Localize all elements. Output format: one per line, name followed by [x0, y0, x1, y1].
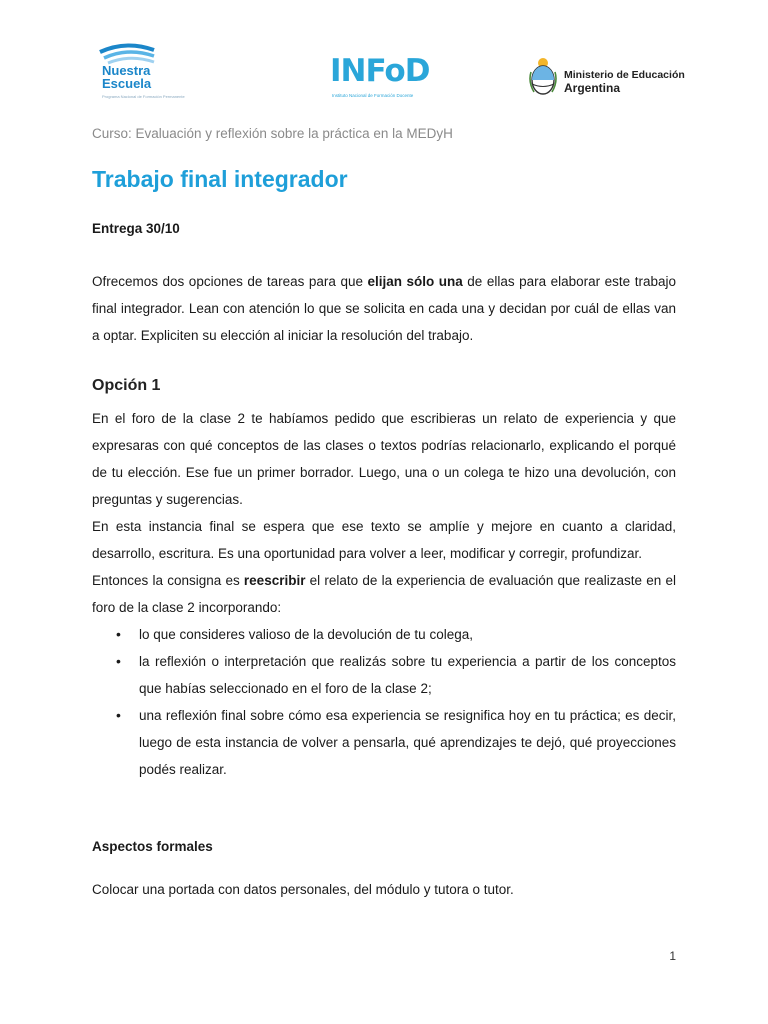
infod-wordmark: INFoD: [330, 53, 430, 89]
page-title: Trabajo final integrador: [92, 166, 348, 192]
intro-text-bold: elijan sólo una: [367, 274, 463, 289]
consigna-after: el relato de la experiencia de evaluación que realizaste en el foro de la clase 2 incorporando:: [92, 573, 676, 615]
intro-paragraph: [92, 268, 676, 349]
consigna-bold: reescribir: [243, 573, 306, 588]
nuestra-escuela-text: Nuestra Escuela: [102, 63, 152, 91]
intro-text-after: de ellas para elaborar este trabajo final integrador. Lean con atención lo que se solicita en cada una y decidan por cuál de ellas van a optar. Expliciten su elección al iniciar la resolución del trabajo.: [92, 274, 676, 343]
option-1-paragraph-1: En el foro de la clase 2 te habíamos pedido que escribieras un relato de experiencia y que expresaras con qué conceptos de las clases o textos podrías relacionarlo, explicando el porqué de tu elección. Ese fue un primer borrador. Luego, una o un colega te hizo una devolución, con preguntas y sugerencias.: [92, 411, 676, 507]
consigna-before: Entonces la consigna es: [92, 573, 244, 588]
option-1-body: [92, 405, 676, 783]
aspects-text: Colocar una portada con datos personales, del módulo y tutora o tutor.: [92, 882, 514, 897]
argentina-shield-icon: [528, 56, 558, 96]
nuestra-escuela-logo: [92, 42, 185, 104]
delivery-date: Entrega 30/10: [92, 221, 180, 236]
option-1-heading: Opción 1: [92, 377, 161, 394]
ministerio-name: Ministerio de Educación: [564, 69, 685, 81]
page-number: 1: [669, 949, 676, 963]
nuestra-escuela-tagline: Programa Nacional de Formación Permanente: [102, 94, 185, 99]
infod-subtitle: Instituto Nacional de Formación Docente: [332, 93, 414, 98]
list-item: • lo que consideres valioso de la devolución de tu colega,: [92, 621, 676, 648]
option-1-paragraph-2: En esta instancia final se espera que ese texto se amplíe y mejore en cuanto a claridad, desarrollo, escritura. Es una oportunidad para volver a leer, modificar y corregir, profundizar.: [92, 519, 676, 561]
list-item: • la reflexión o interpretación que realizás sobre tu experiencia a partir de los conceptos que habías seleccionado en el foro de la clase 2;: [92, 648, 676, 702]
aspects-heading: Aspectos formales: [92, 839, 213, 854]
ministerio-logo: [528, 56, 685, 100]
course-subtitle: Curso: Evaluación y reflexión sobre la práctica en la MEDyH: [92, 126, 453, 141]
ministerio-country: Argentina: [564, 81, 621, 95]
header-logos: [92, 40, 685, 106]
intro-text-before: Ofrecemos dos opciones de tareas para que: [92, 274, 368, 289]
option-1-paragraph-3: [92, 567, 676, 621]
infod-logo: [330, 54, 460, 102]
consigna-bullet-list: [92, 621, 676, 783]
list-item: • una reflexión final sobre cómo esa experiencia se resignifica hoy en tu práctica; es decir, luego de esta instancia de volver a pensarla, qué aprendizajes te dejó, qué proyecciones podés realizar.: [92, 702, 676, 783]
